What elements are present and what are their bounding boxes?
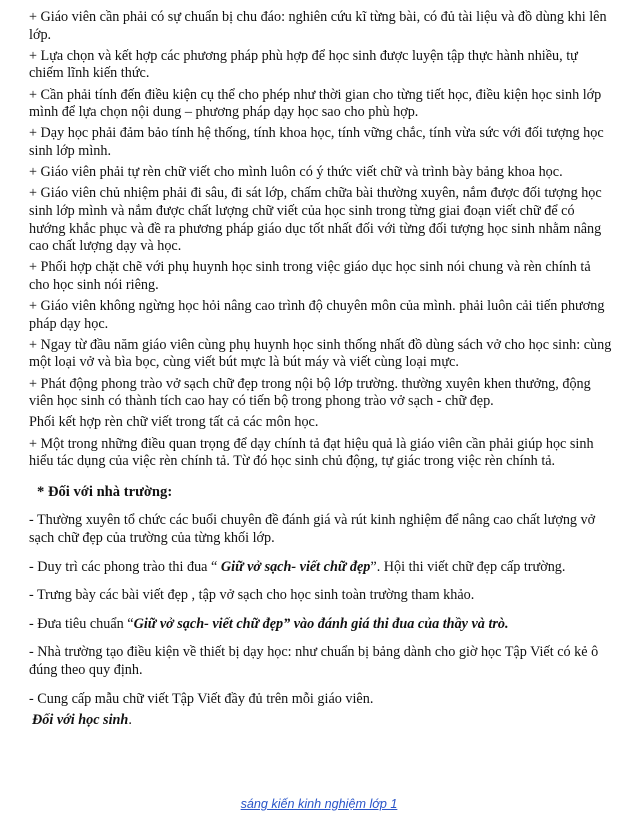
school-item-handwriting-samples: - Cung cấp mẫu chữ viết Tập Viết đầy đủ trên mỗi giáo viên.	[29, 690, 374, 707]
document-body	[29, 9, 612, 730]
competition-slogan: Giữ vở sạch- viết chữ đẹp	[220, 558, 371, 575]
school-item-competition-suffix: ”. Hội thi viết chữ đẹp cấp trường.	[370, 558, 566, 575]
paragraph-homeroom-teacher: + Giáo viên chủ nhiệm phải đi sâu, đi sát lớp, chấm chữa bài thường xuyên, nắm được đối tượng học sinh lớp mình và nắm được chất lượng chữ viết của học sinh trong từng giai đoạn viết chữ để có hướng khắc phục và đề ra phương pháp giáo dục tốt nhất đối với từng đối tượng học sinh nhằm nâng cao chất lượng dạy và học.	[29, 185, 602, 255]
school-item-exhibition: - Trưng bày các bài viết đẹp , tập vở sạch cho học sinh toàn trường tham khảo.	[29, 587, 475, 604]
school-item-competition-prefix: - Duy trì các phong trào thi đua “	[29, 558, 221, 575]
student-heading-period: .	[128, 712, 132, 729]
paragraph-all-subjects: Phối kết hợp rèn chữ viết trong tất cả các môn học.	[29, 414, 319, 431]
paragraph-clean-notebook-movement: + Phát động phong trào vở sạch chữ đẹp trong nội bộ lớp trường. thường xuyên khen thưởng, động viên học sinh có thành tích cao hay có tiến bộ trong phong trào vở sạch - chữ đẹp.	[29, 375, 591, 410]
school-item-criteria-prefix: - Đưa tiêu chuẩn “	[29, 615, 134, 632]
student-heading-text: Đối với học sinh	[32, 712, 129, 729]
student-section-heading	[32, 712, 612, 730]
paragraph-self-training: + Giáo viên phải tự rèn chữ viết cho mình luôn có ý thức viết chữ và trình bày bảng khoa học.	[29, 164, 563, 181]
paragraph-parent-cooperation: + Phối hợp chặt chẽ với phụ huynh học sinh trong việc giáo dục học sinh nói chung và rèn chính tả cho học sinh nói riêng.	[29, 259, 591, 293]
paragraph-conditions: + Cần phải tính đến điều kiện cụ thể cho phép như thời gian cho từng tiết học, điều kiện học sinh lớp mình để lựa chọn nội dung – phương pháp dạy học sao cho phù hợp.	[29, 86, 602, 121]
footer-link[interactable]: sáng kiến kinh nghiệm lớp 1	[240, 797, 398, 811]
school-item-seminars: - Thường xuyên tổ chức các buổi chuyên đề đánh giá và rút kinh nghiệm để nâng cao chất lượng vở sạch chữ đẹp của trường của từng khối lớp.	[29, 512, 596, 546]
paragraph-method-selection: + Lựa chọn và kết hợp các phương pháp phù hợp để học sinh được luyện tập thực hành nhiều, tự chiếm lĩnh kiến thức.	[29, 47, 578, 82]
school-item-equipment: - Nhà trường tạo điều kiện về thiết bị dạy học: như chuẩn bị bảng dành cho giờ học Tập Viết có kẻ ô đúng theo quy định.	[29, 644, 599, 678]
criteria-slogan: Giữ vở sạch- viết chữ đẹp” vào đánh giá thi đua của thầy và trò.	[133, 615, 509, 632]
paragraph-understanding-purpose: + Một trong những điều quan trọng để dạy chính tả đạt hiệu quả là giáo viên cần phải giúp học sinh hiểu tác dụng của việc rèn chính tả. Từ đó học sinh chủ động, tự giác trong việc rèn chính tả.	[29, 435, 594, 470]
paragraph-professional-learning: + Giáo viên không ngừng học hỏi nâng cao trình độ chuyên môn của mình. phải luôn cải tiến phương pháp dạy học.	[29, 298, 605, 332]
school-section-heading: * Đối với nhà trường:	[37, 483, 173, 500]
paragraph-teacher-preparation: + Giáo viên cần phải có sự chuẩn bị chu đáo: nghiên cứu kĩ từng bài, có đủ tài liệu và đồ dùng khi lên lớp.	[29, 9, 607, 43]
school-item-competition	[29, 559, 612, 577]
school-item-evaluation-criteria	[29, 616, 612, 634]
paragraph-systematic-teaching: + Dạy học phải đảm bảo tính hệ thống, tính khoa học, tính vững chắc, tính vừa sức với đối tượng học sinh lớp mình.	[29, 125, 604, 159]
paragraph-supplies-agreement: + Ngay từ đầu năm giáo viên cùng phụ huynh học sinh thống nhất đồ dùng sách vở cho học sinh: cùng một loại vở và bìa bọc, cùng viết bút mực là bút máy và viết cùng loại mực.	[29, 336, 612, 371]
